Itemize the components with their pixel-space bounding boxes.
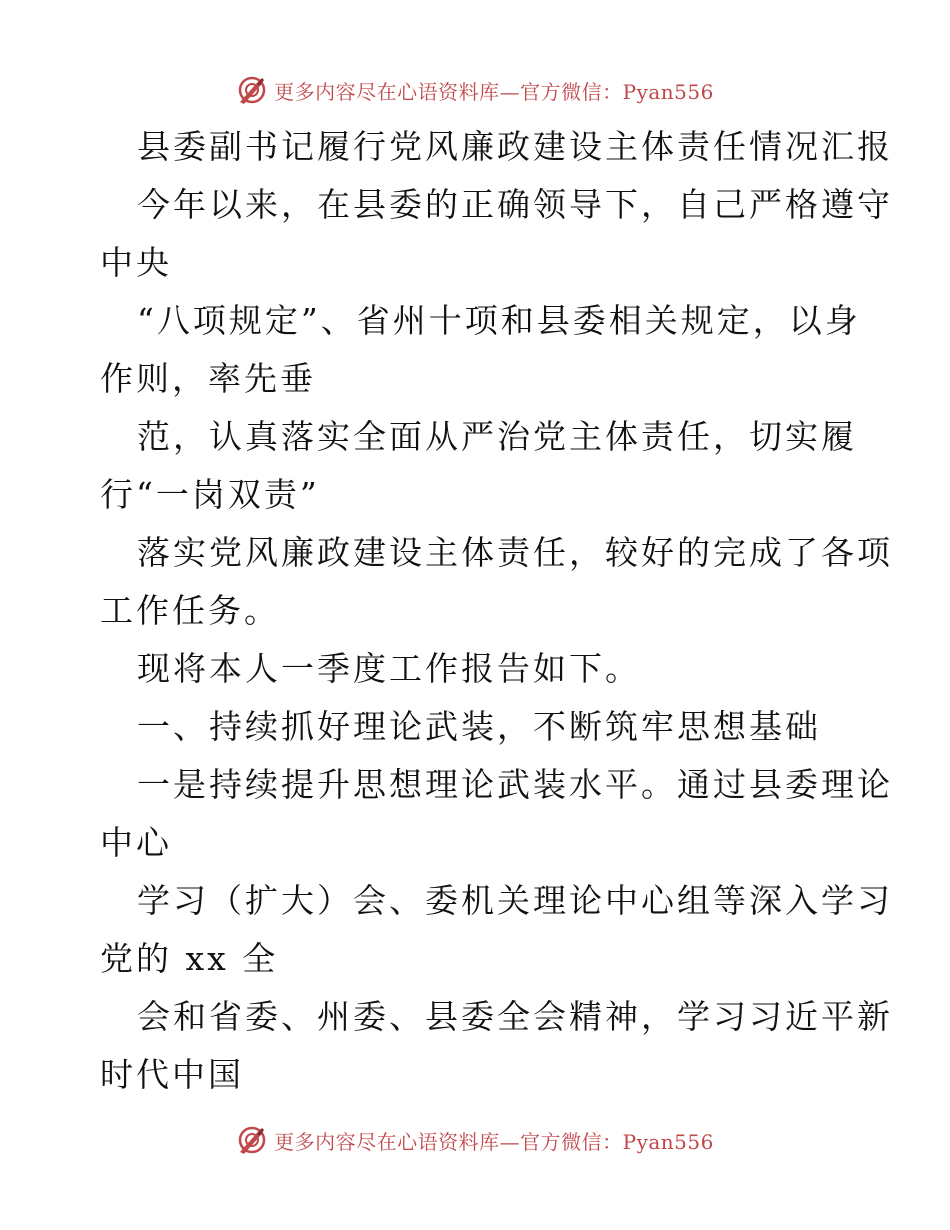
text-line: 现将本人一季度工作报告如下。 (137, 649, 641, 688)
footer-watermark (0, 1120, 950, 1160)
text-line: 作则，率先垂 (100, 359, 316, 398)
text-line: 中央 (100, 243, 172, 282)
text-line: “八项规定”、省州十项和县委相关规定，以身 (137, 301, 861, 340)
text-line: 落实党风廉政建设主体责任，较好的完成了各项 (137, 533, 893, 572)
document-body (100, 118, 893, 1104)
pen-logo-icon (236, 1124, 268, 1156)
text-line: 一是持续提升思想理论武装水平。通过县委理论 (137, 765, 893, 804)
pen-logo-icon (236, 74, 268, 106)
watermark-text: 更多内容尽在心语资料库—官方微信：Pyan556 (274, 1129, 714, 1154)
text-line: 中心 (100, 823, 172, 862)
text-line: 今年以来，在县委的正确领导下，自己严格遵守 (137, 185, 893, 224)
header-watermark (0, 70, 950, 110)
text-line: 范，认真落实全面从严治党主体责任，切实履 (137, 417, 857, 456)
section-heading: 一、持续抓好理论武装，不断筑牢思想基础 (137, 707, 821, 746)
text-line: 党的 xx 全 (100, 939, 279, 978)
text-line: 会和省委、州委、县委全会精神，学习习近平新 (137, 997, 893, 1036)
text-line: 学习（扩大）会、委机关理论中心组等深入学习 (137, 881, 893, 920)
watermark-text: 更多内容尽在心语资料库—官方微信：Pyan556 (274, 79, 714, 104)
text-line: 时代中国 (100, 1055, 244, 1094)
text-line: 行“一岗双责” (100, 475, 320, 514)
text-line: 工作任务。 (100, 591, 280, 630)
document-title: 县委副书记履行党风廉政建设主体责任情况汇报 (137, 127, 893, 166)
